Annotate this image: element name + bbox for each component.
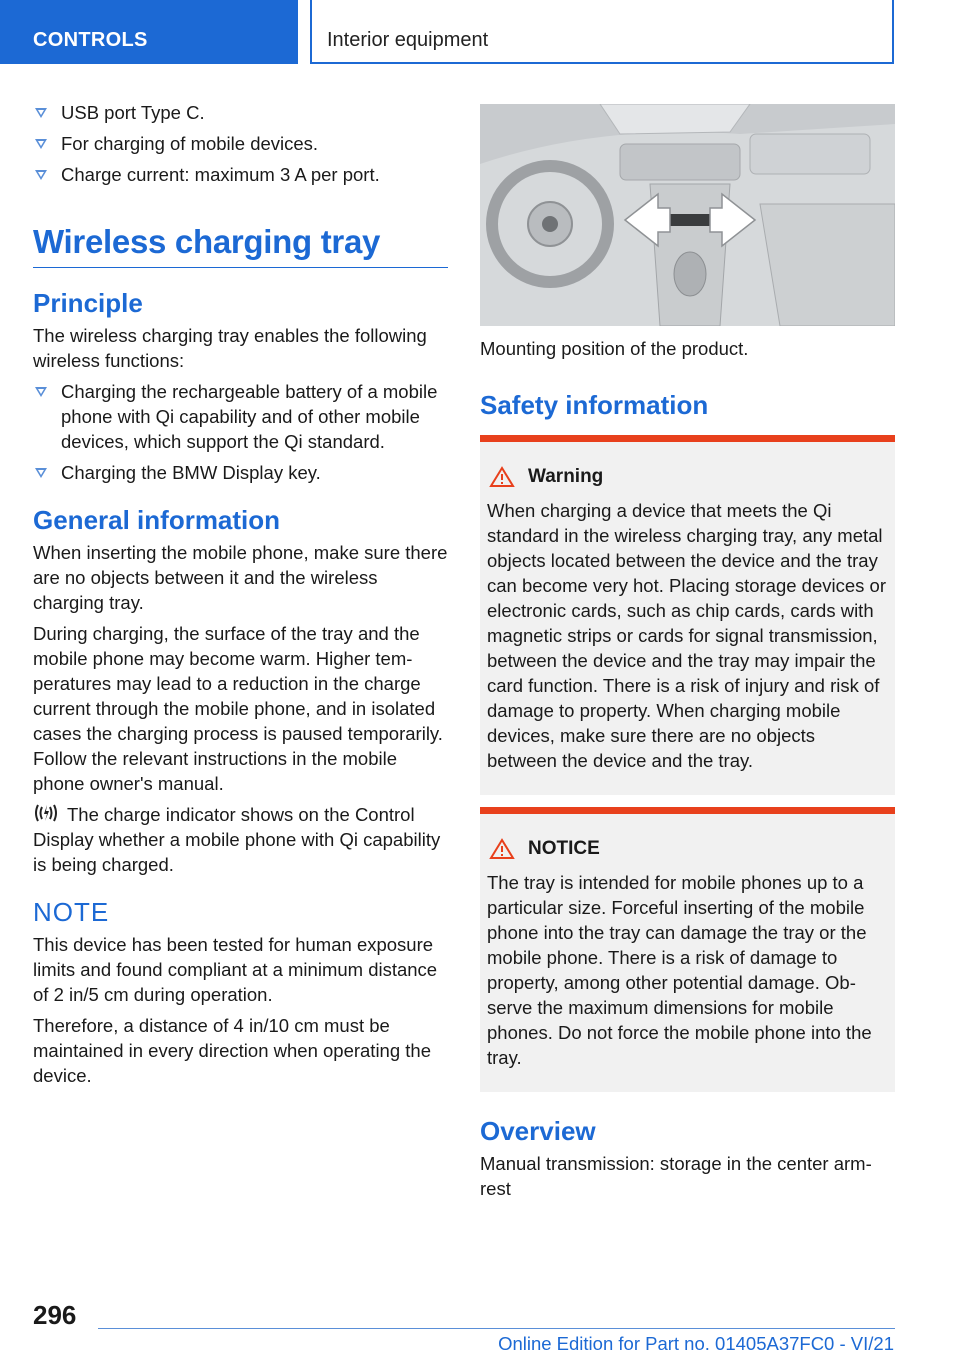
notice-title: NOTICE: [528, 838, 600, 859]
section-tab: [0, 0, 298, 64]
edition-footer: Online Edition for Part no. 01405A37FC0 - VI/21: [498, 1333, 894, 1354]
list-item: Charging the rechargeable battery of a mobile phone with Qi capability and of other mobile devices, which support the Qi standard.: [33, 379, 448, 454]
chapter-tab: [310, 0, 894, 64]
bullet-triangle-icon: [35, 468, 47, 478]
notice-box: [480, 807, 895, 1092]
note-paragraph-1: This device has been tested for human exposure limits and found compliant at a minimum distance of 2 in/5 cm during operation.: [33, 934, 438, 1005]
general-paragraph-3: The charge indicator shows on the Control Display whether a mobile phone with Qi capability is being charged.: [33, 804, 441, 875]
list-item: Charge current: maximum 3 A per port.: [33, 162, 448, 187]
safety-heading: Safety information: [480, 390, 709, 420]
principle-heading: Principle: [33, 288, 143, 318]
overview-text: Manual transmission: storage in the center armrest: [480, 1153, 872, 1199]
note-heading: NOTE: [33, 897, 110, 927]
notice-text: The tray is intended for mobile phones up to a particular size. Forceful inserting of the mobile phone into the tray can damage the tray or the mobile phone. There is a risk of damage to property, among other potential damage. Observe the maximum dimensions for mobile phones. Do not force the mobile phone into the tray.: [487, 872, 872, 1068]
principle-text: The wireless charging tray enables the following wireless functions:: [33, 325, 427, 371]
warning-title: Warning: [528, 466, 604, 487]
mounting-position-figure: [480, 104, 895, 326]
bullet-triangle-icon: [35, 387, 47, 397]
warning-triangle-icon: [489, 466, 515, 488]
chapter-label: Interior equipment: [327, 29, 489, 51]
car-interior-illustration: [480, 104, 895, 326]
list-item: Charging the BMW Display key.: [33, 460, 448, 485]
list-item: For charging of mobile devices.: [33, 131, 448, 156]
left-column: [33, 100, 448, 1094]
footer-divider: [98, 1328, 895, 1329]
note-paragraph-2: Therefore, a distance of 4 in/10 cm must be maintained in every direction when operating the device.: [33, 1015, 431, 1086]
warning-box: [480, 435, 895, 795]
warning-text: When charging a device that meets the Qi standard in the wireless charging tray, any metal objects located between the device and the tray can become very hot. Placing storage devices or electronic cards, such as chip cards, cards with magnetic strips or cards for signal transmission, between the device and the tray may impair the card function. There is a risk of injury and risk of damage to property. When charging mobile devices, make sure there are no objects between the device and the tray.: [487, 500, 886, 771]
bullet-triangle-icon: [35, 139, 47, 149]
page-number: 296: [33, 1300, 77, 1330]
page-title: Wireless charging tray: [33, 223, 448, 268]
right-column: [480, 104, 895, 1207]
general-paragraph-2: During charging, the surface of the tray and the mobile phone may become warm. Higher temperatures may lead to a reduction in the charge current through the mobile phone, and in isolated cases the charging process is paused temporarily. Follow the relevant instructions in the mobile phone owner's manual.: [33, 623, 443, 794]
bullet-triangle-icon: [35, 170, 47, 180]
list-item: USB port Type C.: [33, 100, 448, 125]
warning-triangle-icon: [489, 838, 515, 860]
charge-indicator-icon: [33, 802, 59, 824]
general-heading: General information: [33, 505, 281, 535]
bullet-triangle-icon: [35, 108, 47, 118]
section-label: CONTROLS: [33, 29, 148, 51]
figure-caption: Mounting position of the product.: [480, 338, 749, 359]
general-paragraph-1: When inserting the mobile phone, make sure there are no objects between it and the wireless charging tray.: [33, 542, 448, 613]
overview-heading: Overview: [480, 1116, 596, 1146]
